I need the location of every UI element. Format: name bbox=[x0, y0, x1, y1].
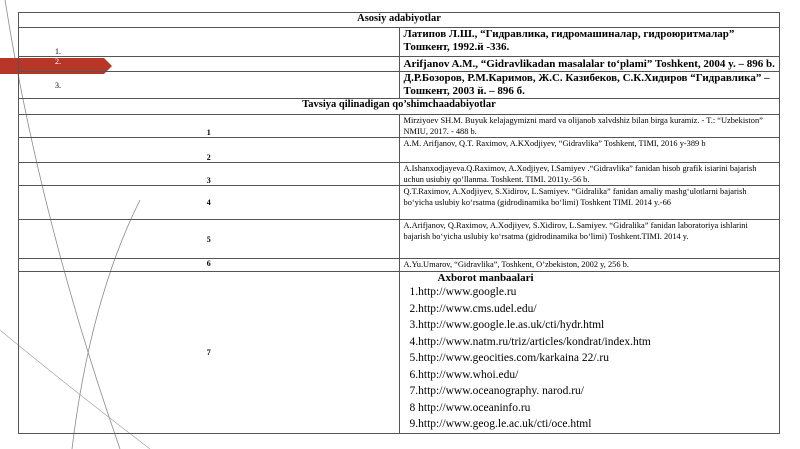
extra-ref-num: 1 bbox=[19, 115, 400, 138]
references-table bbox=[18, 12, 780, 434]
main-ref-num: 3. bbox=[19, 72, 400, 99]
info-num: 7 bbox=[19, 272, 400, 434]
main-ref-text: Латипов Л.Ш., “Гидравлика, гидромашиналар, гидроюритмалар” Тошкент, 1992.й -336. bbox=[399, 28, 780, 57]
info-link[interactable]: 4.http://www.natm.ru/triz/articles/kondrat/index.htm bbox=[409, 335, 651, 348]
extra-ref-num: 3 bbox=[19, 163, 400, 186]
extra-ref-text: A.Ishanxodjayeva.Q.Raximov, A.Xodjiyev, I.Samiyev .“Gidravlika” fanidan hisob grafik isiarini bajarish uchun usiubiy qo’llanma. Toshkent. TIMI. 2011y.-56 b. bbox=[399, 163, 780, 186]
extra-ref-text: A.Arifjanov, Q.Raximov, A.Xodjiyev, S.Xidirov, L.Samiyev. “Gidralika” fanidan laboratoriya ishlarini bajarish bo‘yicha uslubiy ko‘rsatma (gidrodinamika bo‘limi) Toshkent.TIMI. 2014 y. bbox=[399, 220, 780, 259]
extra-ref-text: A.M. Arifjanov, Q.T. Raximov, A.KXodjiyev, “Gidravlika” Toshkent, TIMI, 2016 y-389 b bbox=[399, 138, 780, 163]
extra-ref-num: 5 bbox=[19, 220, 400, 259]
main-ref-text: Arifjanov A.M., “Gidravlikadan masalalar to‘plami” Toshkent, 2004 y. – 896 b. bbox=[399, 57, 780, 72]
extra-ref-text: A.Yu.Umarov, “Gidravlika”, Toshkent, O’zbekiston, 2002 y, 256 b. bbox=[399, 259, 780, 272]
info-link[interactable]: 1.http://www.google.ru bbox=[409, 286, 517, 298]
info-list bbox=[404, 284, 776, 433]
main-ref-num: 2. bbox=[19, 57, 400, 72]
extra-ref-num: 4 bbox=[19, 186, 400, 220]
info-link[interactable]: 5.http://www.geocities.com/karkaina 22/.ru bbox=[409, 352, 609, 364]
info-cell bbox=[399, 272, 780, 434]
info-link[interactable]: 6.http://www.whoi.edu/ bbox=[409, 368, 519, 381]
info-link[interactable]: 2.http://www.cms.udel.edu/ bbox=[409, 302, 537, 315]
extra-heading: Tavsiya qilinadigan qo’shimchaadabiyotlar bbox=[19, 99, 780, 115]
info-link[interactable]: 8 http://www.oceaninfo.ru bbox=[409, 401, 531, 414]
extra-ref-num: 6 bbox=[19, 259, 400, 272]
info-title: Axborot manbaalari bbox=[437, 272, 534, 284]
info-link[interactable]: 9.http://www.geog.le.ac.uk/cti/oce.html bbox=[409, 418, 592, 430]
extra-ref-text: Mirziyoev SH.M. Buyuk kelajagymizni mard va olijanob xalvdshiz bilan birga kuramiz. - T.: “Uzbekiston” NMIU, 2017. - 488 b. bbox=[399, 115, 780, 138]
extra-ref-text: Q.T.Raximov, A.Xodjiyev, S.Xidirov, L.Samiyev. “Gidralika” fanidan amaliy mashg‘ulotlarni bajarish bo‘yicha uslubiy ko‘rsatma (gidrodinamika bo‘limi) Toshkent TIMI. 2014 y.-66 bbox=[399, 186, 780, 220]
info-link[interactable]: 3.http://www.google.le.as.uk/cti/hydr.html bbox=[409, 319, 605, 331]
main-heading: Asosiy adabiyotlar bbox=[19, 13, 780, 28]
main-ref-text: Д.Р.Бозоров, Р.М.Каримов, Ж.С. Казибеков, С.К.Хидиров “Гидравлика” – Тошкент, 2003 й. – 896 б. bbox=[399, 72, 780, 99]
info-link[interactable]: 7.http://www.oceanography. narod.ru/ bbox=[409, 385, 584, 397]
main-ref-num: 1. bbox=[19, 28, 400, 57]
extra-ref-num: 2 bbox=[19, 138, 400, 163]
